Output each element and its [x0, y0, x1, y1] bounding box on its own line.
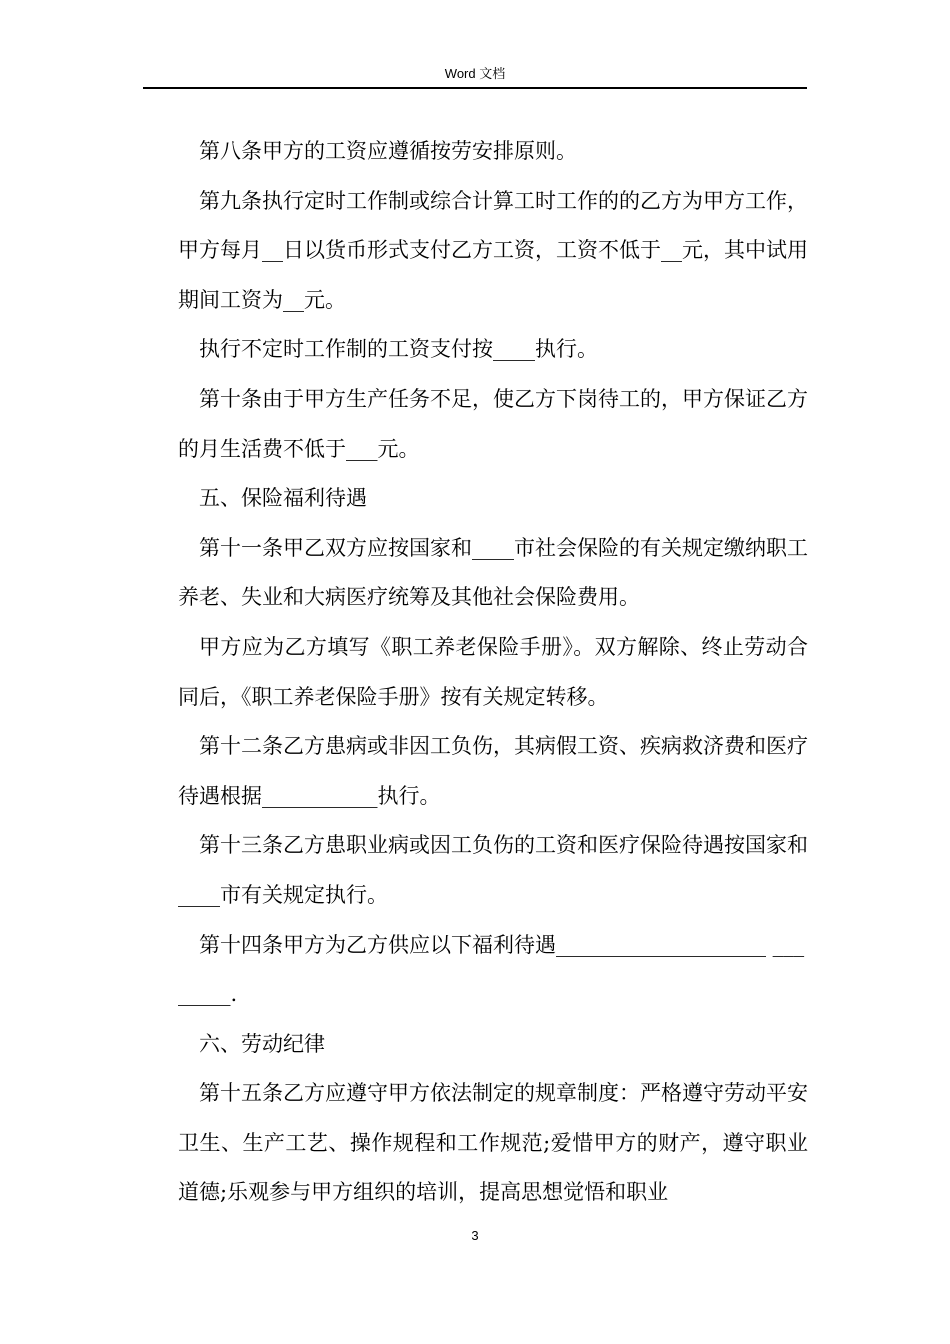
- paragraph-article-9: 第九条执行定时工作制或综合计算工时工作的的乙方为甲方工作，甲方每月__日以货币形式支付乙方工资，工资不低于__元，其中试用期间工资为__元。: [178, 188, 808, 312]
- section-heading-insurance: 五、保险福利待遇: [199, 486, 367, 511]
- paragraph-irregular-hours: 执行不定时工作制的工资支付按____执行。: [199, 337, 598, 362]
- paragraph-article-10: 第十条由于甲方生产任务不足，使乙方下岗待工的，甲方保证乙方的月生活费不低于___元。: [178, 386, 808, 461]
- paragraph-pension-manual: 甲方应为乙方填写《职工养老保险手册》。双方解除、终止劳动合同后，《职工养老保险手册》按有关规定转移。: [178, 634, 808, 709]
- page-number: 3: [471, 1228, 479, 1243]
- header-divider: [143, 87, 807, 89]
- paragraph-article-8: 第八条甲方的工资应遵循按劳安排原则。: [199, 139, 577, 163]
- document-body: [178, 127, 808, 1218]
- section-heading-discipline: 六、劳动纪律: [199, 1031, 325, 1056]
- paragraph-article-15: 第十五条乙方应遵守甲方依法制定的规章制度：严格遵守劳动平安卫生、生产工艺、操作规程和工作规范;爱惜甲方的财产，遵守职业道德;乐观参与甲方组织的培训，提高思想觉悟和职业: [178, 1081, 808, 1205]
- paragraph-article-13: 第十三条乙方患职业病或因工负伤的工资和医疗保险待遇按国家和____市有关规定执行。: [178, 833, 808, 907]
- paragraph-article-12: 第十二条乙方患病或非因工负伤，其病假工资、疾病救济费和医疗待遇根据___________执行。: [178, 734, 808, 808]
- paragraph-article-11: 第十一条甲乙双方应按国家和____市社会保险的有关规定缴纳职工养老、失业和大病医疗统筹及其他社会保险费用。: [178, 535, 808, 610]
- page-header-title: Word 文档: [444, 66, 506, 81]
- paragraph-article-14: 第十四条甲方为乙方供应以下福利待遇____________________ ________.: [178, 932, 805, 1007]
